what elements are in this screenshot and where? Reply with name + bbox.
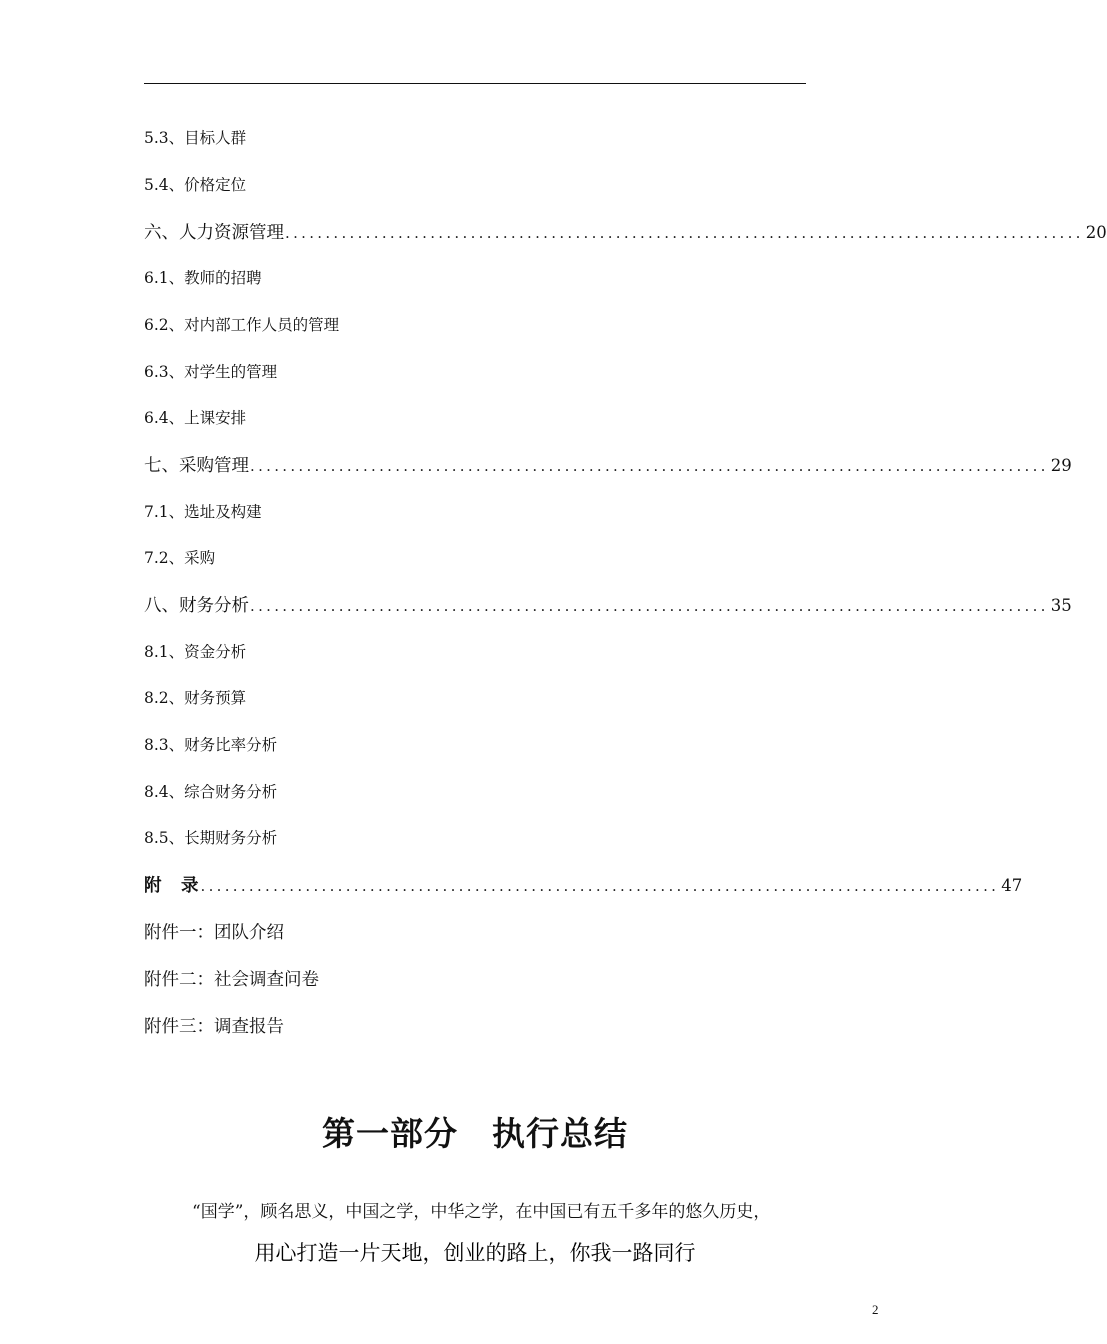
- toc-chapter-label: 六、人力资源管理: [144, 223, 284, 243]
- toc-appendix-item-label: 附件二：社会调查问卷: [144, 970, 319, 990]
- toc-chapter-entry[interactable]: [144, 592, 1072, 617]
- toc-entry[interactable]: [144, 266, 806, 288]
- toc-entry-label: 5.3、目标人群: [144, 129, 247, 147]
- toc-chapter-entry[interactable]: [144, 219, 1107, 244]
- toc-page-number: 47: [1001, 876, 1023, 895]
- toc-entry[interactable]: [144, 546, 806, 568]
- toc-entry[interactable]: [144, 313, 806, 335]
- toc-entry[interactable]: [144, 780, 806, 802]
- page-number: 2: [872, 1302, 879, 1317]
- toc-entry[interactable]: [144, 360, 806, 382]
- toc-chapter-label: 七、采购管理: [144, 456, 249, 476]
- toc-appendix-item[interactable]: [144, 919, 806, 944]
- toc-entry[interactable]: [144, 686, 806, 708]
- toc-entry-label: 8.3、财务比率分析: [144, 736, 278, 754]
- section-heading: 第一部分 执行总结: [322, 1114, 628, 1153]
- toc-entry-label: 5.4、价格定位: [144, 176, 247, 194]
- toc-entry-label: 8.2、财务预算: [144, 689, 247, 707]
- toc-entry-label: 6.4、上课安排: [144, 409, 247, 427]
- toc-appendix-entry[interactable]: [144, 872, 1023, 897]
- toc-chapter-label: 八、财务分析: [144, 596, 249, 616]
- toc-appendix-label: 附 录: [144, 876, 200, 896]
- toc-entry[interactable]: [144, 826, 806, 848]
- toc-page-number: 35: [1050, 596, 1072, 615]
- toc-entry[interactable]: [144, 173, 806, 195]
- toc-leader-dots: ...................................................................................................: [285, 224, 1084, 242]
- toc-entry-label: 6.3、对学生的管理: [144, 363, 278, 381]
- toc-entry-label: 7.1、选址及构建: [144, 503, 262, 521]
- toc-leader-dots: ...................................................................................................: [250, 457, 1049, 475]
- toc-entry-label: 8.1、资金分析: [144, 643, 247, 661]
- toc-entry-label: 6.2、对内部工作人员的管理: [144, 316, 340, 334]
- toc-appendix-item-label: 附件一：团队介绍: [144, 923, 284, 943]
- toc-entry[interactable]: [144, 500, 806, 522]
- toc-entry[interactable]: [144, 406, 806, 428]
- header-rule: [144, 83, 806, 84]
- toc-page-number: 20: [1085, 223, 1107, 242]
- toc-chapter-entry[interactable]: [144, 452, 1072, 477]
- toc-entry[interactable]: [144, 126, 806, 148]
- body-paragraph: “国学”，顾名思义，中国之学，中华之学，在中国已有五千多年的悠久历史，: [192, 1202, 771, 1222]
- toc-entry[interactable]: [144, 733, 806, 755]
- toc-leader-dots: ...................................................................................................: [200, 877, 1000, 895]
- toc-entry-label: 8.4、综合财务分析: [144, 783, 278, 801]
- footer-slogan: 用心打造一片天地，创业的路上，你我一路同行: [254, 1241, 696, 1265]
- toc-leader-dots: ...................................................................................................: [250, 597, 1049, 615]
- toc-page-number: 29: [1050, 456, 1072, 475]
- toc-entry-label: 6.1、教师的招聘: [144, 269, 262, 287]
- toc-appendix-item[interactable]: [144, 966, 806, 991]
- toc-entry-label: 8.5、长期财务分析: [144, 829, 278, 847]
- toc-entry-label: 7.2、采购: [144, 549, 216, 567]
- toc-appendix-item[interactable]: [144, 1013, 806, 1038]
- toc-appendix-item-label: 附件三：调查报告: [144, 1017, 284, 1037]
- toc-entry[interactable]: [144, 640, 806, 662]
